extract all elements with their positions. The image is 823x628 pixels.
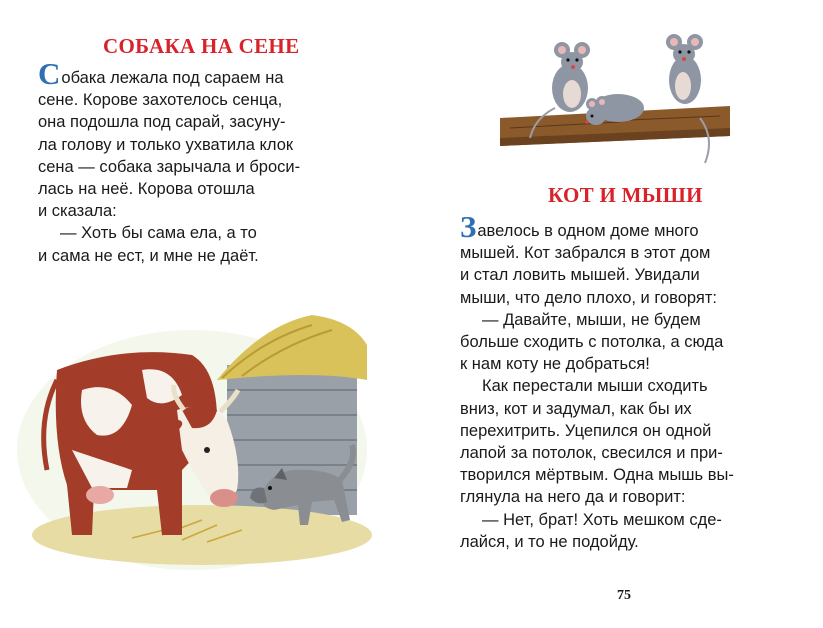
story-title-cat-and-mice: КОТ И МЫШИ: [548, 183, 703, 207]
text-line: — Хоть бы сама ела, а то: [60, 224, 257, 243]
text-line: и сама не ест, и мне не даёт.: [38, 246, 259, 265]
page-number: 75: [617, 588, 631, 603]
text-line: к нам коту не добраться!: [460, 355, 650, 374]
text-line: творился мёртвым. Одна мышь вы-: [460, 466, 734, 485]
text-line: лапой за потолок, свесился и при-: [460, 444, 723, 463]
text-line: и стал ловить мышей. Увидали: [460, 266, 700, 285]
text-line: ла голову и только ухватила клок: [38, 135, 294, 154]
text-line: она подошла под сарай, засуну-: [38, 113, 286, 132]
story-text-cat-and-mice: [460, 209, 734, 553]
text-line: — Давайте, мыши, не будем: [482, 310, 701, 329]
text-line: глянула на него да и говорит:: [460, 488, 686, 507]
cow-and-dog-illustration: [12, 310, 372, 570]
story-title-dog-in-hay: СОБАКА НА СЕНЕ: [103, 34, 300, 58]
text-line: Завелось в одном доме много: [460, 209, 699, 244]
drop-cap: С: [38, 56, 61, 91]
text-line: и сказала:: [38, 202, 117, 221]
text-line: мышей. Кот забрался в этот дом: [460, 244, 711, 263]
text-line: — Нет, брат! Хоть мешком сде-: [482, 510, 722, 529]
text-line: Собака лежала под сараем на: [38, 56, 284, 91]
text-line: больше сходить с потолка, а сюда: [460, 333, 724, 352]
text-line: лась на неё. Корова отошла: [38, 180, 255, 199]
drop-cap: З: [460, 209, 477, 244]
text-line: мыши, что дело плохо, и говорят:: [460, 288, 717, 307]
text-line: сена — собака зарычала и броси-: [38, 157, 301, 176]
text-line: сене. Корове захотелось сенца,: [38, 91, 283, 110]
mice-illustration: [500, 28, 730, 178]
story-text-dog-in-hay: [38, 56, 301, 267]
text-line: вниз, кот и задумал, как бы их: [460, 399, 692, 418]
text-line: перехитрить. Уцепился он одной: [460, 421, 712, 440]
text-line: лайся, и то не подойду.: [460, 532, 639, 551]
text-line: Как перестали мыши сходить: [482, 377, 708, 396]
